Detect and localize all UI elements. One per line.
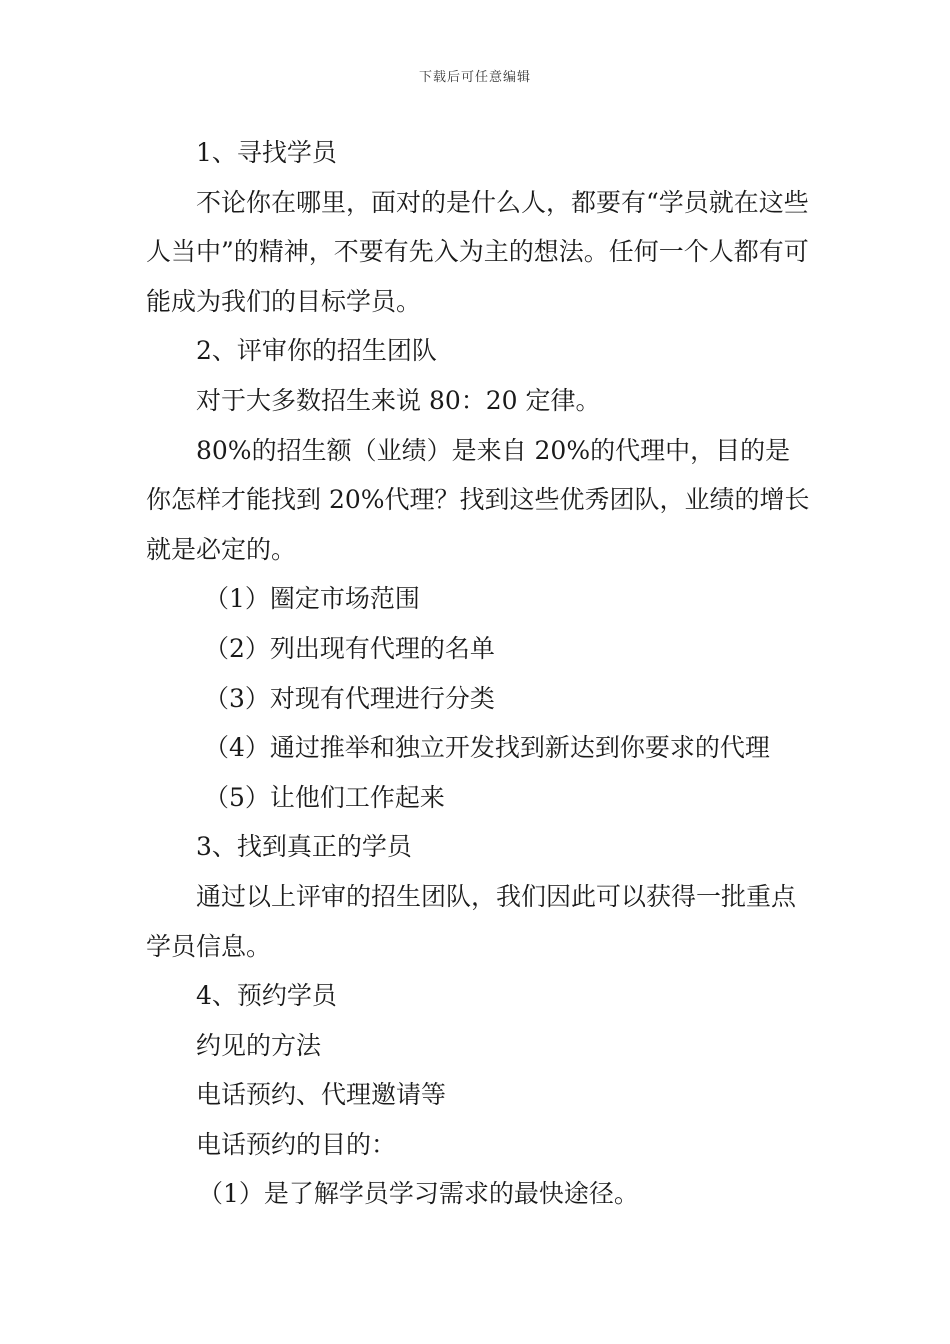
paragraph: 不论你在哪里，面对的是什么人，都要有“学员就在这些人当中”的精神，不要有先入为主的想法。任何一个人都有可能成为我们的目标学员。 xyxy=(146,187,809,316)
heading-1: 1、寻找学员 xyxy=(196,138,337,167)
document-body xyxy=(146,128,810,1219)
list-item: （1）圈定市场范围 xyxy=(204,584,420,614)
paragraph: 约见的方法 xyxy=(196,1030,322,1060)
heading-4: 4、预约学员 xyxy=(196,981,337,1011)
paragraph: 电话预约、代理邀请等 xyxy=(196,1080,447,1110)
page-header: 下载后可任意编辑 xyxy=(418,70,531,85)
list-item: （1）是了解学员学习需求的最快途径。 xyxy=(198,1179,639,1209)
list-item: （2）列出现有代理的名单 xyxy=(204,633,495,663)
heading-2: 2、评审你的招生团队 xyxy=(196,336,437,366)
heading-3: 3、找到真正的学员 xyxy=(196,832,412,862)
paragraph: 80%的招生额（业绩）是来自 20%的代理中，目的是你怎样才能找到 20%代理？找到这些优秀团队，业绩的增长就是必定的。 xyxy=(146,435,810,564)
paragraph: 对于大多数招生来说 80：20 定律。 xyxy=(196,385,601,415)
list-item: （4）通过推举和独立开发找到新达到你要求的代理 xyxy=(204,733,770,763)
paragraph: 电话预约的目的： xyxy=(196,1129,397,1159)
list-item: （3）对现有代理进行分类 xyxy=(204,683,495,713)
list-item: （5）让他们工作起来 xyxy=(204,782,445,812)
paragraph: 通过以上评审的招生团队，我们因此可以获得一批重点学员信息。 xyxy=(146,881,797,961)
